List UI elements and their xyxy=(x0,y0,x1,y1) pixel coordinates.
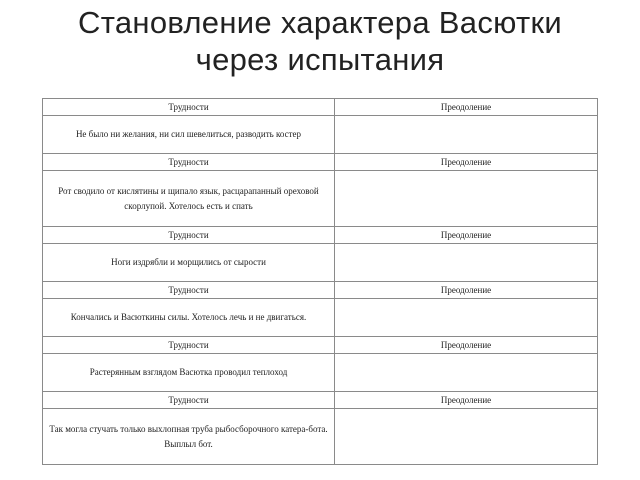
difficulty-cell: Рот сводило от кислятины и щипало язык, расцарапанный ореховой скорлупой. Хотелось есть и спать xyxy=(43,171,335,227)
header-overcoming: Преодоление xyxy=(335,227,598,244)
header-difficulty: Трудности xyxy=(43,154,335,171)
header-row xyxy=(43,282,598,299)
header-row xyxy=(43,337,598,354)
table-row xyxy=(43,244,598,282)
overcoming-cell xyxy=(335,409,598,465)
header-row xyxy=(43,392,598,409)
header-row xyxy=(43,154,598,171)
overcoming-cell xyxy=(335,171,598,227)
table-row xyxy=(43,299,598,337)
trials-table xyxy=(42,98,598,465)
difficulty-cell: Так могла стучать только выхлопная труба рыбосборочного катера-бота. Выплыл бот. xyxy=(43,409,335,465)
overcoming-cell xyxy=(335,354,598,392)
header-difficulty: Трудности xyxy=(43,337,335,354)
header-row xyxy=(43,99,598,116)
difficulty-cell: Растерянным взглядом Васютка проводил теплоход xyxy=(43,354,335,392)
header-difficulty: Трудности xyxy=(43,392,335,409)
overcoming-cell xyxy=(335,244,598,282)
header-difficulty: Трудности xyxy=(43,282,335,299)
overcoming-cell xyxy=(335,299,598,337)
table-row xyxy=(43,171,598,227)
title-line-2: через испытания xyxy=(195,42,445,77)
header-overcoming: Преодоление xyxy=(335,154,598,171)
header-overcoming: Преодоление xyxy=(335,392,598,409)
header-difficulty: Трудности xyxy=(43,227,335,244)
difficulty-cell: Не было ни желания, ни сил шевелиться, разводить костер xyxy=(43,116,335,154)
header-overcoming: Преодоление xyxy=(335,337,598,354)
page-title xyxy=(0,4,640,78)
table-row xyxy=(43,116,598,154)
overcoming-cell xyxy=(335,116,598,154)
difficulty-cell: Кончались и Васюткины силы. Хотелось лечь и не двигаться. xyxy=(43,299,335,337)
difficulty-cell: Ноги издрябли и морщились от сырости xyxy=(43,244,335,282)
table-row xyxy=(43,409,598,465)
table-row xyxy=(43,354,598,392)
header-overcoming: Преодоление xyxy=(335,99,598,116)
header-row xyxy=(43,227,598,244)
title-line-1: Становление характера Васютки xyxy=(78,5,562,40)
header-overcoming: Преодоление xyxy=(335,282,598,299)
header-difficulty: Трудности xyxy=(43,99,335,116)
